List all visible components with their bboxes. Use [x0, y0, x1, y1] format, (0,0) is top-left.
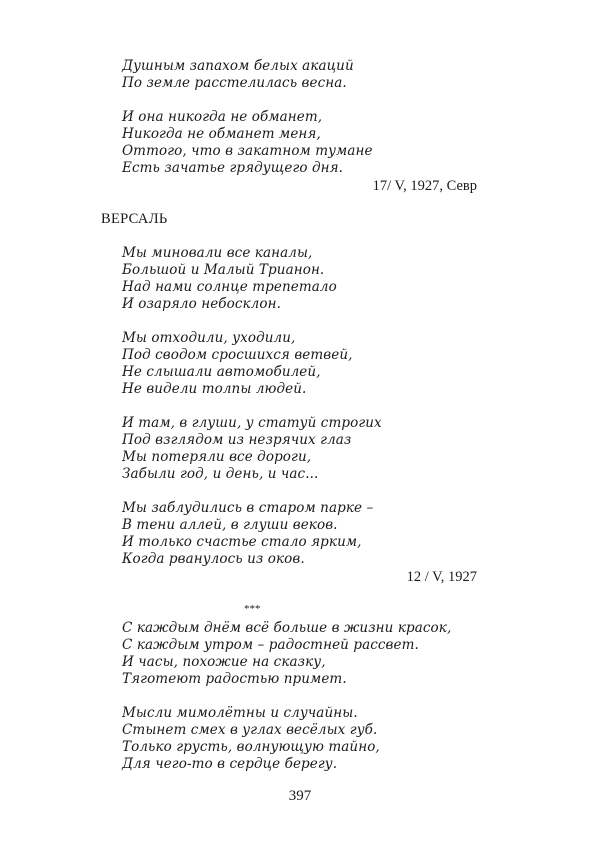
verse-line: Не видели толпы людей. [122, 381, 307, 397]
verse-line: Большой и Малый Трианон. [122, 262, 325, 278]
verse-line: Мы потеряли все дороги, [122, 449, 312, 465]
verse-line: Душным запахом белых акаций [122, 58, 354, 74]
poem-date: 12 / V, 1927 [406, 569, 477, 585]
verse-line: По земле расстелилась весна. [122, 75, 347, 91]
verse-line: И только счастье стало ярким, [122, 534, 362, 550]
verse-line: Под сводом сросшихся ветвей, [122, 347, 353, 363]
verse-line: Над нами солнце трепетало [122, 279, 337, 295]
verse-line: И там, в глуши, у статуй строгих [122, 415, 382, 431]
verse-line: Только грусть, волнующую тайно, [122, 739, 380, 755]
verse-line: Забыли год, и день, и час... [122, 466, 319, 482]
verse-line: Под взглядом из незрячих глаз [122, 432, 352, 448]
verse-line: С каждым утром – радостней рассвет. [122, 637, 419, 653]
verse-line: Когда рванулось из оков. [122, 551, 305, 567]
verse-line: Мы отходили, уходили, [122, 330, 296, 346]
section-separator: *** [244, 603, 261, 615]
verse-line: Не слышали автомобилей, [122, 364, 321, 380]
verse-line: Есть зачатье грядущего дня. [122, 160, 344, 176]
page-number: 397 [288, 788, 312, 804]
verse-line: С каждым днём всё больше в жизни красок, [122, 620, 452, 636]
verse-line: Никогда не обманет меня, [122, 126, 321, 142]
verse-line: Мысли мимолётны и случайны. [122, 705, 358, 721]
verse-line: Мы заблудились в старом парке – [122, 500, 374, 516]
verse-line: И она никогда не обманет, [122, 109, 323, 125]
verse-line: Тяготеют радостью примет. [122, 671, 347, 687]
verse-line: Мы миновали все каналы, [122, 245, 313, 261]
verse-line: Оттого, что в закатном тумане [122, 143, 373, 159]
verse-line: И часы, похожие на сказку, [122, 654, 326, 670]
verse-line: Стынет смех в углах весёлых губ. [122, 722, 378, 738]
poem-title: ВЕРСАЛЬ [101, 211, 168, 227]
verse-line: В тени аллей, в глуши веков. [122, 517, 338, 533]
verse-line: И озаряло небосклон. [122, 296, 281, 312]
verse-line: Для чего-то в сердце берегу. [122, 756, 338, 772]
poem-date: 17/ V, 1927, Севр [372, 178, 477, 194]
